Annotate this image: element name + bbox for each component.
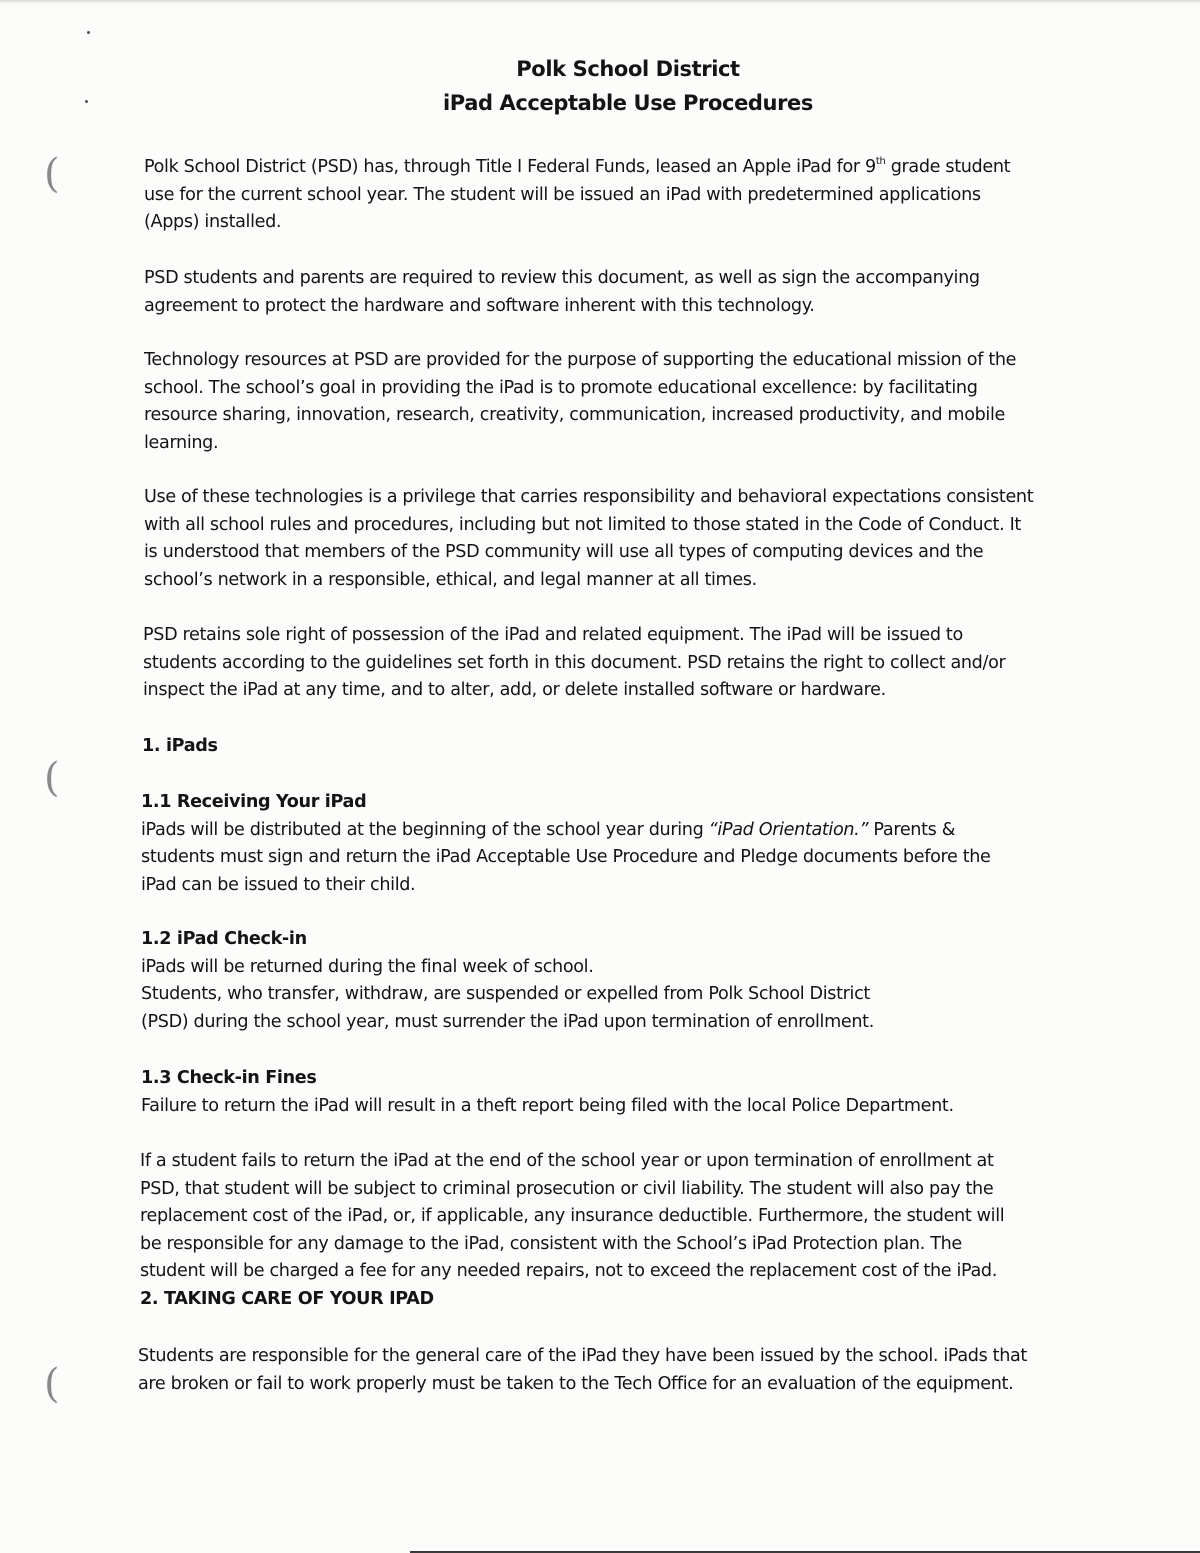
document-title: Polk School District [516, 57, 740, 81]
text-run: Parents & [868, 819, 956, 840]
subsection-heading: 1.3 Check-in Fines [141, 1068, 317, 1088]
care-paragraph [138, 1343, 1027, 1398]
paragraph-line: is understood that members of the PSD community will use all types of computing devices and the [144, 542, 984, 563]
paragraph-line: be responsible for any damage to the iPad, consistent with the School’s iPad Protection plan. The [140, 1233, 962, 1254]
paragraph-line: PSD retains sole right of possession of the iPad and related equipment. The iPad will be issued to [143, 625, 963, 645]
italic-text: “iPad Orientation.” [708, 819, 869, 840]
paragraph-line: Technology resources at PSD are provided for the purpose of supporting the educational mission of the [144, 350, 1017, 370]
text-run: Polk School District (PSD) has, through Title I Federal Funds, leased an Apple iPad for 9 [144, 157, 876, 177]
binder-hole-mark: ( [44, 755, 60, 801]
superscript: th [875, 156, 886, 168]
paragraph-line: PSD, that student will be subject to criminal prosecution or civil liability. The student will also pay the [140, 1178, 994, 1199]
paragraph-line: iPads will be returned during the final week of school. [141, 956, 594, 977]
intro-paragraph-1 [144, 154, 1010, 237]
subsection-heading: 1.1 Receiving Your iPad [141, 792, 367, 812]
paragraph-line: resource sharing, innovation, research, creativity, communication, increased productivity, and mobile [144, 405, 1005, 426]
section-heading: 2. TAKING CARE OF YOUR IPAD [140, 1288, 434, 1309]
binder-hole-mark: ( [44, 1361, 60, 1407]
paragraph-line: Failure to return the iPad will result in a theft report being filed with the local Police Department. [141, 1095, 954, 1116]
paragraph-line: use for the current school year. The student will be issued an iPad with predetermined applications [144, 184, 981, 205]
document-subtitle: iPad Acceptable Use Procedures [442, 91, 813, 115]
subsection-heading: 1.2 iPad Check-in [141, 929, 307, 949]
paragraph-line: inspect the iPad at any time, and to alter, add, or delete installed software or hardware. [143, 680, 886, 701]
paragraph-line [141, 817, 991, 845]
paragraph-line: school. The school’s goal in providing the iPad is to promote educational excellence: by facilitating [144, 377, 978, 398]
subsection-1-2 [141, 926, 874, 1036]
paragraph-line: iPad can be issued to their child. [141, 874, 416, 895]
subsection-1-1 [141, 789, 991, 899]
paragraph-line: with all school rules and procedures, including but not limited to those stated in the Code of Conduct. It [144, 514, 1021, 535]
paragraph-line: students must sign and return the iPad Acceptable Use Procedure and Pledge documents before the [141, 847, 991, 868]
subsection-1-3 [141, 1065, 954, 1120]
paragraph-line: students according to the guidelines set forth in this document. PSD retains the right to collect and/or [143, 652, 1006, 673]
paragraph-line: learning. [144, 432, 219, 453]
intro-paragraph-5 [143, 622, 1005, 705]
fines-paragraph [140, 1148, 1004, 1314]
text-run: iPads will be distributed at the beginning of the school year during [141, 819, 709, 840]
text-run: grade student [885, 157, 1011, 177]
paragraph-line: Students, who transfer, withdraw, are suspended or expelled from Polk School District [141, 984, 870, 1005]
paragraph-line: (Apps) installed. [144, 212, 282, 233]
paragraph-line: If a student fails to return the iPad at the end of the school year or upon termination of enrollment at [140, 1151, 994, 1171]
paragraph-line: replacement cost of the iPad, or, if applicable, any insurance deductible. Furthermore, the student will [140, 1206, 1005, 1227]
paragraph-line: are broken or fail to work properly must be taken to the Tech Office for an evaluation of the equipment. [138, 1373, 1014, 1394]
paragraph-line: PSD students and parents are required to review this document, as well as sign the accompanying [144, 268, 980, 288]
paragraph-line: agreement to protect the hardware and software inherent with this technology. [144, 295, 815, 316]
paragraph-line: Use of these technologies is a privilege that carries responsibility and behavioral expectations consistent [144, 487, 1034, 507]
paragraph-line: Students are responsible for the general care of the iPad they have been issued by the school. iPads that [138, 1346, 1027, 1366]
section-heading: 1. iPads [142, 736, 218, 756]
binder-hole-mark: ( [44, 151, 60, 197]
intro-paragraph-4 [144, 484, 1033, 594]
intro-paragraph-3 [144, 347, 1016, 457]
paragraph-line: (PSD) during the school year, must surrender the iPad upon termination of enrollment. [141, 1011, 874, 1032]
scan-speck [87, 31, 90, 34]
intro-paragraph-2 [144, 265, 980, 320]
paragraph-line [144, 154, 1010, 182]
paragraph-line: school’s network in a responsible, ethical, and legal manner at all times. [144, 569, 757, 590]
paragraph-line: student will be charged a fee for any needed repairs, not to exceed the replacement cost of the iPad. [140, 1261, 997, 1282]
